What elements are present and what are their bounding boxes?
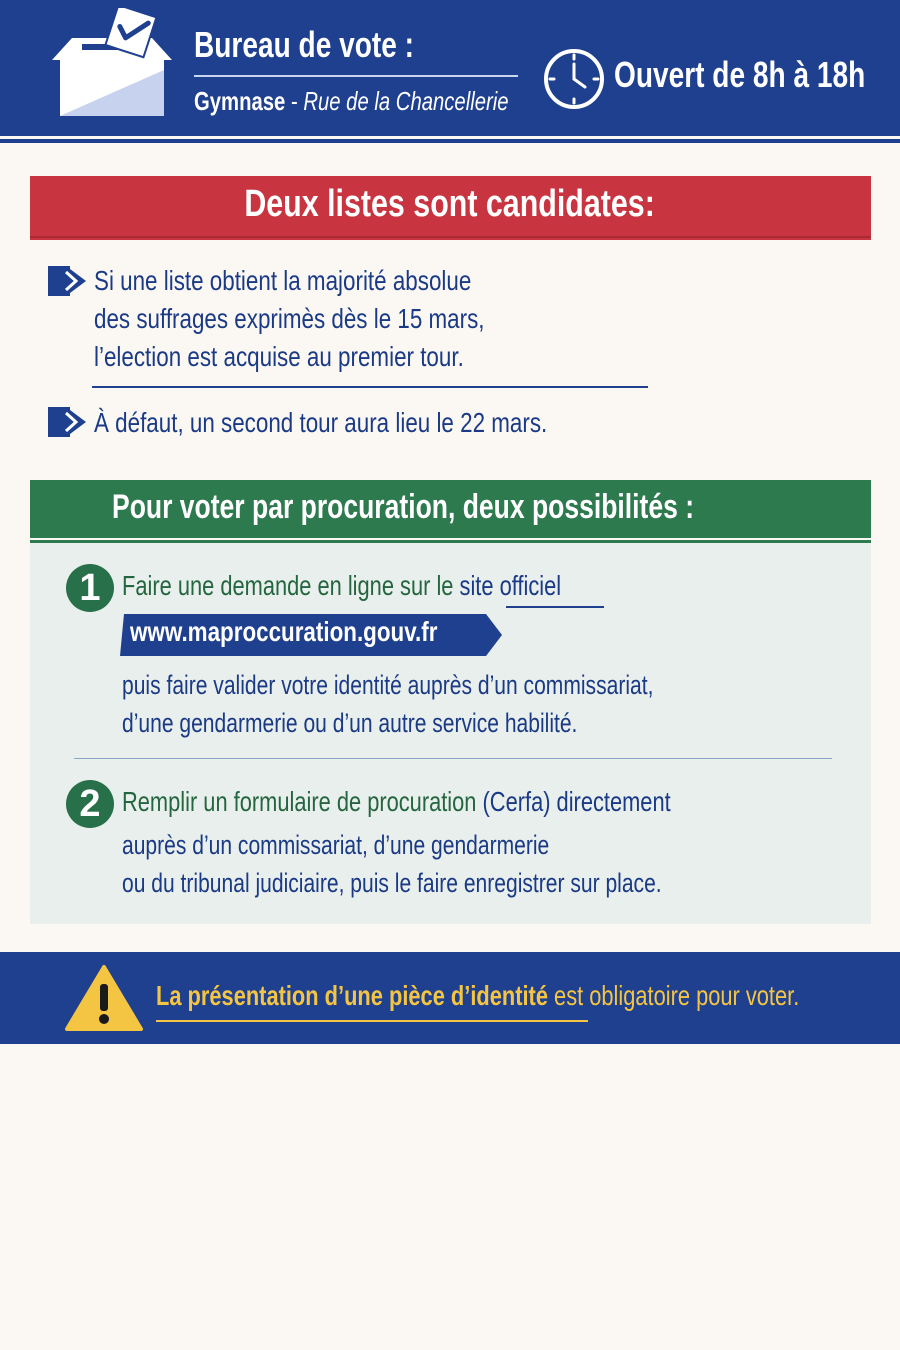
clock-icon	[542, 47, 606, 111]
id-required-notice: La présentation d’une pièce d’identité est obligatoire pour voter.	[156, 980, 800, 1011]
arrow-bullet-icon	[48, 266, 86, 296]
title-divider	[194, 75, 518, 77]
steps-divider	[74, 758, 832, 759]
lists-banner-underline	[30, 238, 871, 240]
proxy-website-link[interactable]: www.maproccuration.gouv.fr	[130, 616, 438, 647]
arrow-bullet-icon	[48, 407, 86, 437]
step-1-heading: Faire une demande en ligne sur le site officiel	[122, 570, 562, 601]
step-number-badge: 1	[66, 564, 114, 612]
step-number-badge: 2	[66, 780, 114, 828]
opening-hours: Ouvert de 8h à 18h	[614, 54, 866, 95]
place-name: Gymnase	[194, 86, 286, 116]
place-separator: -	[285, 86, 304, 116]
bullet-majority: Si une liste obtient la majorité absolue des suffrages exprimès dès le 15 mars, l’election est acquise au premier tour.	[94, 265, 485, 372]
proxy-banner-underline	[30, 540, 871, 543]
place-street: Rue de la Chancellerie	[303, 86, 509, 116]
official-site-underline	[506, 606, 604, 608]
warning-triangle-icon	[64, 964, 144, 1032]
official-site-label: site officiel	[459, 570, 562, 601]
header-underline	[0, 139, 900, 143]
ballot-box-icon	[52, 8, 172, 120]
proxy-title: Pour voter par procuration, deux possibilités :	[112, 488, 695, 526]
polling-station-title: Bureau de vote :	[194, 24, 415, 65]
lists-title: Deux listes sont candidates:	[244, 183, 656, 225]
bullet-divider	[92, 386, 648, 388]
bullet-second-round: À défaut, un second tour aura lieu le 22 mars.	[94, 407, 548, 438]
polling-station-place	[194, 86, 597, 117]
step-2-heading: Remplir un formulaire de procuration (Cerfa) directement	[122, 786, 671, 817]
step-1-body: puis faire valider votre identité auprès d’un commissariat, d’une gendarmerie ou d’un autre service habilité.	[122, 670, 654, 738]
warning-underline	[156, 1020, 588, 1022]
step-2-body: auprès d’un commissariat, d’une gendarmerie ou du tribunal judiciaire, puis le faire enregistrer sur place.	[122, 830, 662, 898]
